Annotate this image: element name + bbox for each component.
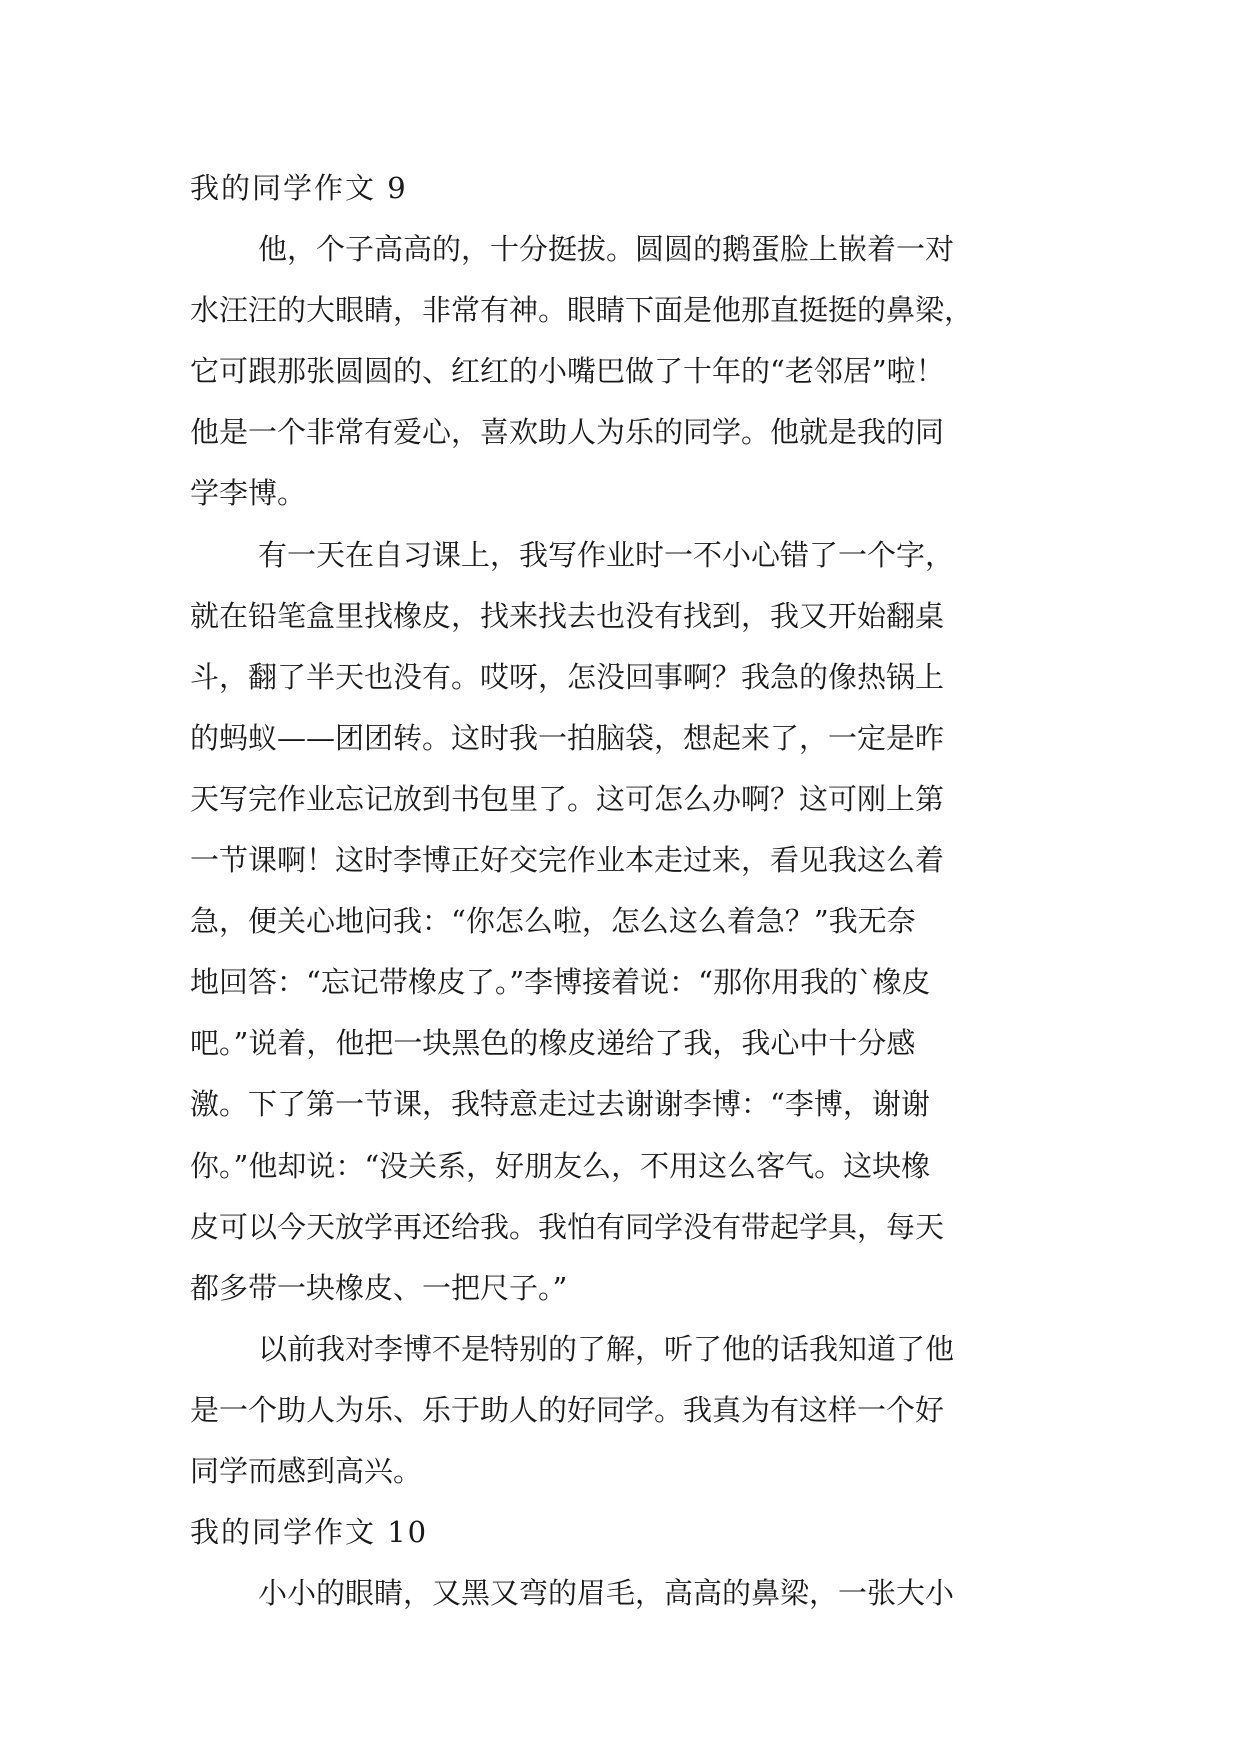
essay-9-p2-line-8: 地回答：“忘记带橡皮了。”李博接着说：“那你用我的`橡皮 xyxy=(190,965,931,1000)
essay-9-p1-line-1: 他，个子高高的，十分挺拔。圆圆的鹅蛋脸上嵌着一对 xyxy=(258,232,955,267)
essay-9-p3-line-1: 以前我对李博不是特别的了解，听了他的话我知道了他 xyxy=(258,1331,955,1366)
essay-9-p2-line-3: 斗，翻了半天也没有。哎呀，怎没回事啊？我急的像热锅上 xyxy=(190,659,945,694)
essay-9-title: 我的同学作文 9 xyxy=(190,171,408,205)
essay-9-p1-line-5: 学李博。 xyxy=(190,476,307,511)
essay-10-p1-line-1: 小小的眼睛，又黑又弯的眉毛，高高的鼻梁，一张大小 xyxy=(258,1576,955,1611)
document-page xyxy=(190,158,1050,1624)
essay-9-p2-line-2: 就在铅笔盒里找橡皮，找来找去也没有找到，我又开始翻桌 xyxy=(190,598,945,633)
essay-9-p2-line-4: 的蚂蚁——团团转。这时我一拍脑袋，想起来了，一定是昨 xyxy=(190,720,945,755)
essay-10-title: 我的同学作文 10 xyxy=(190,1515,429,1550)
essay-9-p3-line-2: 是一个助人为乐、乐于助人的好同学。我真为有这样一个好 xyxy=(190,1392,945,1427)
essay-9-p2-line-13: 都多带一块橡皮、一把尺子。” xyxy=(190,1270,568,1305)
essay-9-p2-line-9: 吧。”说着，他把一块黑色的橡皮递给了我，我心中十分感 xyxy=(190,1026,916,1061)
essay-9-p2-line-12: 皮可以今天放学再还给我。我怕有同学没有带起学具，每天 xyxy=(190,1209,945,1244)
essay-9-p2-line-7: 急，便关心地问我：“你怎么啦，怎么这么着急？”我无奈 xyxy=(190,904,916,939)
essay-9-p2-line-6: 一节课啊！这时李博正好交完作业本走过来，看见我这么着 xyxy=(190,843,945,878)
essay-9-p1-line-4: 他是一个非常有爱心，喜欢助人为乐的同学。他就是我的同 xyxy=(190,415,945,450)
essay-9-p1-line-2: 水汪汪的大眼睛，非常有神。眼睛下面是他那直挺挺的鼻梁， xyxy=(190,293,974,328)
essay-9-p2-line-11: 你。”他却说：“没关系，好朋友么，不用这么客气。这块橡 xyxy=(190,1148,931,1183)
essay-9-p2-line-10: 激。下了第一节课，我特意走过去谢谢李博：“李博，谢谢 xyxy=(190,1087,930,1122)
essay-9-p2-line-5: 天写完作业忘记放到书包里了。这可怎么办啊？这可刚上第 xyxy=(190,781,945,816)
essay-9-p3-line-3: 同学而感到高兴。 xyxy=(190,1453,423,1488)
essay-9-p1-line-3: 它可跟那张圆圆的、红红的小嘴巴做了十年的“老邻居”啦！ xyxy=(190,354,945,389)
essay-9-p2-line-1: 有一天在自习课上，我写作业时一不小心错了一个字， xyxy=(258,537,955,572)
